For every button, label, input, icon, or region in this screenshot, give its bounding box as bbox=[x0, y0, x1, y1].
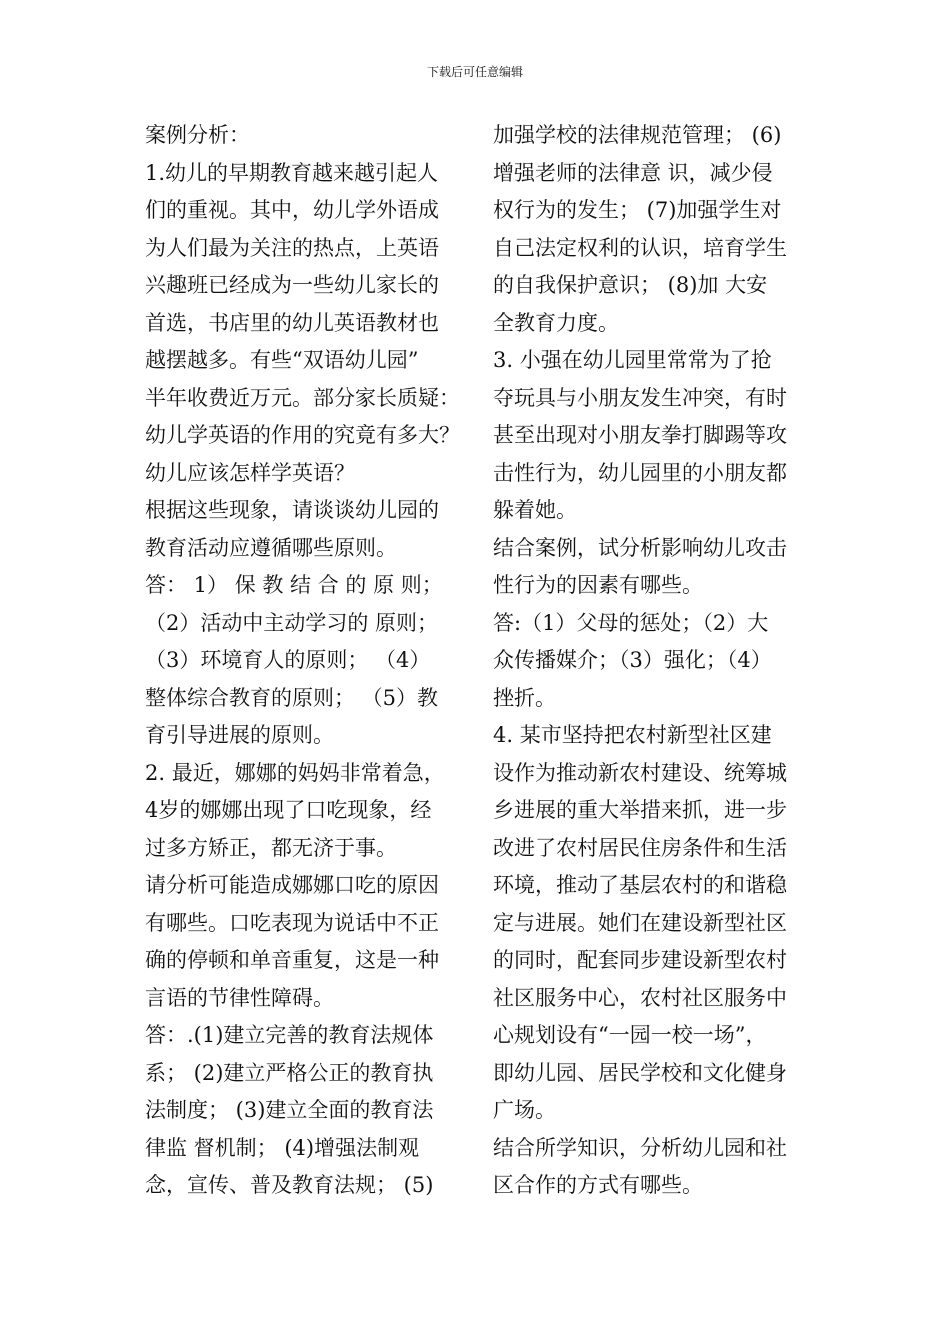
text-line: 育引导进展的原则。 bbox=[145, 723, 334, 747]
text-line: 环境，推动了基层农村的和谐稳 bbox=[493, 873, 787, 897]
right-column bbox=[493, 117, 823, 1205]
text-line: 1.幼儿的早期教育越来越引起人 bbox=[145, 160, 439, 185]
text-line: 法制度； (3)建立全面的教育法 bbox=[145, 1098, 434, 1122]
text-line: 请分析可能造成娜娜口吃的原因 bbox=[145, 873, 439, 897]
text-line: 全教育力度。 bbox=[493, 310, 619, 335]
text-line: （2）活动中主动学习的 原则； bbox=[145, 610, 439, 635]
text-line: 系； (2)建立严格公正的教育执 bbox=[145, 1060, 434, 1085]
text-line: 幼儿学英语的作用的究竟有多大？ bbox=[145, 423, 460, 447]
text-line: （3）环境育人的原则； （4） bbox=[145, 648, 431, 672]
text-line: 夺玩具与小朋友发生冲突，有时 bbox=[493, 385, 787, 410]
text-line: 社区服务中心，农村社区服务中 bbox=[493, 985, 787, 1010]
text-line: 心规划设有“一园一校一场”， bbox=[493, 1023, 767, 1047]
text-line: 们的重视。其中，幼儿学外语成 bbox=[145, 198, 439, 222]
text-line: 的同时，配套同步建设新型农村 bbox=[493, 948, 787, 972]
text-line: 结合案例，试分析影响幼儿攻击 bbox=[493, 535, 787, 560]
text-line: 4岁的娜娜出现了口吃现象，经 bbox=[145, 798, 432, 822]
text-line: 半年收费近万元。部分家长质疑： bbox=[145, 385, 460, 410]
text-line: 改进了农村居民住房条件和生活 bbox=[493, 835, 787, 860]
text-line: 加强学校的法律规范管理； (6) bbox=[493, 123, 782, 147]
text-line: 首选，书店里的幼儿英语教材也 bbox=[145, 310, 439, 335]
text-line: 律监 督机制； (4)增强法制观 bbox=[145, 1135, 420, 1160]
text-line: 念，宣传、普及教育法规； (5) bbox=[145, 1173, 434, 1197]
page-header: 下载后可任意编辑 bbox=[426, 65, 523, 79]
text-line: 4. 某市坚持把农村新型社区建 bbox=[493, 723, 772, 747]
text-line: 整体综合教育的原则； （5）教 bbox=[145, 685, 439, 710]
text-line: 有哪些。口吃表现为说话中不正 bbox=[145, 910, 439, 935]
text-line: 为人们最为关注的热点，上英语 bbox=[145, 235, 439, 260]
text-line: 的自我保护意识； (8)加 大安 bbox=[493, 273, 768, 297]
text-line: 性行为的因素有哪些。 bbox=[493, 573, 703, 597]
left-column bbox=[145, 117, 475, 1205]
text-line: 言语的节律性障碍。 bbox=[145, 985, 334, 1010]
text-line: 广场。 bbox=[493, 1098, 556, 1122]
text-line: 即幼儿园、居民学校和文化健身 bbox=[493, 1060, 787, 1085]
text-line: 2. 最近，娜娜的妈妈非常着急， bbox=[145, 760, 445, 785]
text-line: 设作为推动新农村建设、统筹城 bbox=[493, 760, 787, 785]
text-line: 教育活动应遵循哪些原则。 bbox=[145, 535, 397, 560]
text-line: 自己法定权利的认识，培育学生 bbox=[493, 235, 787, 260]
text-line: 确的停顿和单音重复，这是一种 bbox=[145, 948, 439, 972]
text-line: 众传播媒介；（3）强化；（4） bbox=[493, 648, 772, 672]
text-line: 挫折。 bbox=[493, 685, 556, 710]
text-line: 根据这些现象，请谈谈幼儿园的 bbox=[145, 498, 439, 522]
text-line: 案例分析： bbox=[145, 123, 250, 147]
text-line: 甚至出现对小朋友拳打脚踢等攻 bbox=[493, 423, 787, 447]
text-line: 答:（1）父母的惩处；（2）大 bbox=[493, 610, 769, 635]
text-line: 兴趣班已经成为一些幼儿家长的 bbox=[145, 273, 439, 297]
text-line: 越摆越多。有些“双语幼儿园” bbox=[145, 348, 419, 372]
text-line: 增强老师的法律意 识，减少侵 bbox=[493, 160, 773, 185]
text-line: 结合所学知识，分析幼儿园和社 bbox=[493, 1135, 787, 1160]
text-line: 答：.(1)建立完善的教育法规体 bbox=[145, 1023, 434, 1047]
text-line: 区合作的方式有哪些。 bbox=[493, 1173, 703, 1197]
text-line: 权行为的发生； (7)加强学生对 bbox=[493, 198, 782, 222]
text-line: 答： 1） 保 教 结 合 的 原 则； bbox=[145, 573, 443, 597]
text-line: 3. 小强在幼儿园里常常为了抢 bbox=[493, 348, 772, 372]
text-line: 躲着她。 bbox=[493, 498, 577, 522]
text-line: 过多方矫正，都无济于事。 bbox=[145, 835, 397, 860]
text-line: 击性行为，幼儿园里的小朋友都 bbox=[493, 460, 787, 485]
text-line: 幼儿应该怎样学英语？ bbox=[145, 460, 355, 485]
text-line: 乡进展的重大举措来抓，进一步 bbox=[493, 798, 787, 822]
text-line: 定与进展。她们在建设新型社区 bbox=[493, 910, 787, 935]
